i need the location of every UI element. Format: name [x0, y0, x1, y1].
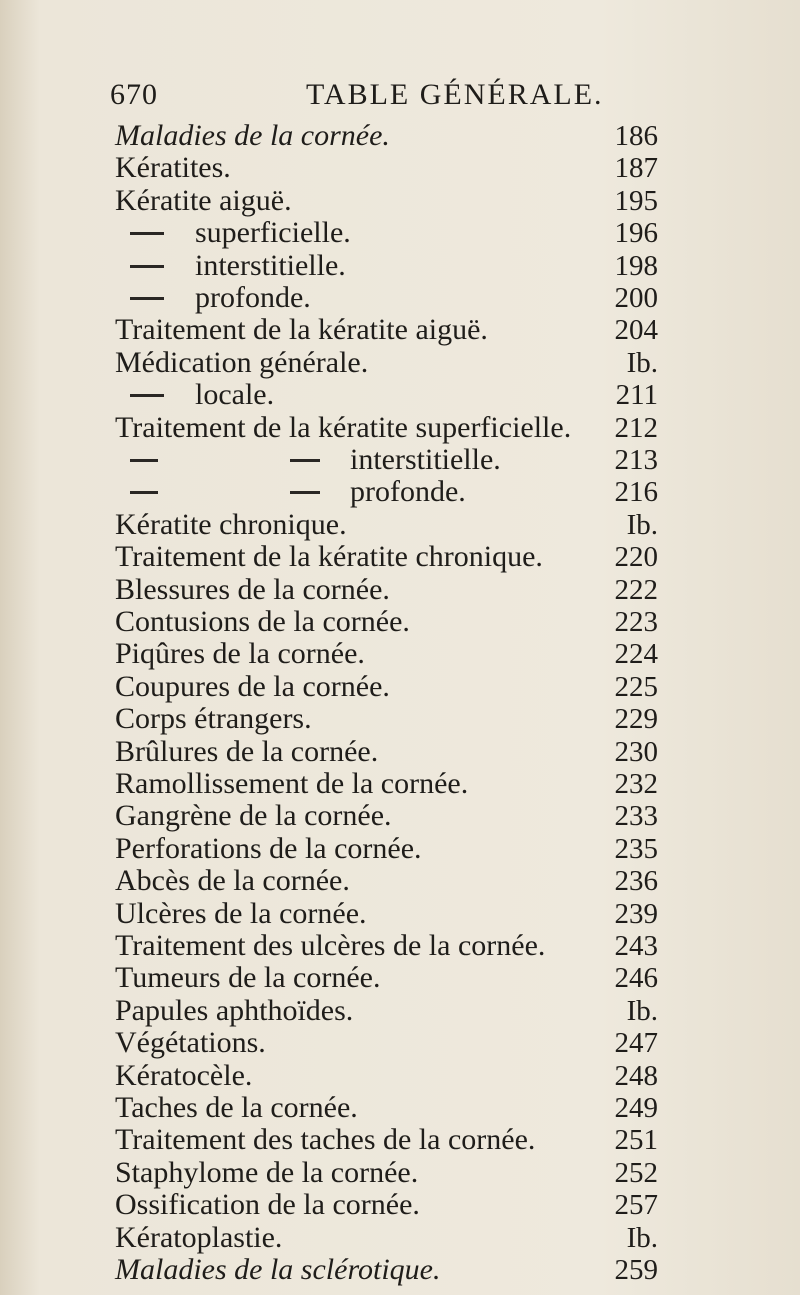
- entry-label: profonde.: [350, 475, 466, 509]
- entry-page-number: 239: [614, 897, 658, 930]
- entry-page-number: 195: [614, 184, 658, 217]
- entry-page-number: 235: [614, 832, 658, 865]
- entry-label: Ossification de la cornée.: [115, 1188, 420, 1222]
- entry-page-number: 200: [614, 282, 658, 314]
- entry-label: Kératoplastie.: [115, 1220, 283, 1254]
- entry-label: Blessures de la cornée.: [115, 572, 390, 606]
- ditto-dash: [290, 491, 320, 494]
- entry-page-number: Ib.: [626, 346, 658, 379]
- index-entry: [0, 1252, 800, 1290]
- entry-label: Kératite chronique.: [115, 507, 347, 541]
- entry-label: Taches de la cornée.: [115, 1091, 358, 1124]
- entry-label: Kératites.: [115, 151, 231, 185]
- entry-label: Maladies de la sclérotique.: [115, 1253, 441, 1286]
- entry-page-number: 212: [614, 411, 658, 444]
- entry-label: Corps étrangers.: [115, 702, 312, 736]
- page-number: 670: [110, 78, 158, 111]
- entry-page-number: 247: [614, 1027, 658, 1060]
- ditto-dash: [130, 232, 164, 235]
- entry-page-number: 246: [614, 962, 658, 995]
- entry-page-number: 229: [614, 703, 658, 736]
- entry-page-number: 249: [614, 1092, 658, 1124]
- entry-label: Perforations de la cornée.: [115, 831, 422, 865]
- entry-page-number: 252: [614, 1156, 658, 1189]
- entry-label: Médication générale.: [115, 345, 369, 379]
- entry-page-number: 186: [614, 120, 658, 152]
- entry-label: locale.: [195, 378, 275, 412]
- entry-label: Ramollissement de la cornée.: [115, 767, 469, 800]
- entry-label: Gangrène de la cornée.: [115, 799, 392, 833]
- entry-page-number: 204: [614, 314, 658, 347]
- entry-label: Traitement de la kératite chronique.: [115, 540, 543, 574]
- entry-page-number: 248: [614, 1059, 658, 1092]
- entry-label: Traitement des ulcères de la cornée.: [115, 929, 546, 962]
- entry-page-number: Ib.: [626, 1221, 658, 1254]
- entry-page-number: 257: [614, 1189, 658, 1222]
- entry-label: Ulcères de la cornée.: [115, 896, 367, 930]
- entry-label: interstitielle.: [350, 443, 501, 476]
- ditto-dash: [130, 491, 158, 494]
- entry-label: Traitement de la kératite superficielle.: [115, 410, 572, 444]
- entry-page-number: 230: [614, 735, 658, 768]
- entry-page-number: 225: [614, 670, 658, 703]
- entry-page-number: 259: [614, 1254, 658, 1286]
- entry-label: Végétations.: [115, 1026, 266, 1060]
- ditto-dash: [130, 265, 164, 268]
- entry-label: Coupures de la cornée.: [115, 669, 390, 703]
- entry-label: Contusions de la cornée.: [115, 605, 410, 638]
- entry-page-number: 243: [614, 930, 658, 962]
- entry-page-number: 232: [614, 768, 658, 800]
- entry-page-number: 220: [614, 541, 658, 574]
- entry-label: Tumeurs de la cornée.: [115, 961, 381, 995]
- entry-label: Abcès de la cornée.: [115, 864, 350, 898]
- entry-label: Traitement des taches de la cornée.: [115, 1123, 536, 1157]
- entry-page-number: 236: [614, 865, 658, 898]
- ditto-dash: [130, 394, 164, 397]
- entry-label: superficielle.: [195, 216, 351, 250]
- entry-label: Traitement de la kératite aiguë.: [115, 313, 488, 347]
- entry-page-number: 198: [614, 249, 658, 282]
- entry-label: Maladies de la cornée.: [115, 119, 390, 152]
- entry-page-number: 211: [615, 379, 658, 412]
- entry-label: interstitielle.: [195, 248, 346, 282]
- entry-label: Kératite aiguë.: [115, 183, 292, 217]
- entry-page-number: 196: [614, 217, 658, 250]
- entry-label: Brûlures de la cornée.: [115, 734, 379, 768]
- running-title: TABLE GÉNÉRALE.: [306, 78, 604, 111]
- entry-page-number: 222: [614, 573, 658, 606]
- ditto-dash: [130, 459, 158, 462]
- entry-page-number: 251: [614, 1124, 658, 1157]
- entry-label: profonde.: [195, 281, 311, 314]
- entry-page-number: Ib.: [626, 994, 658, 1027]
- entry-label: Staphylome de la cornée.: [115, 1155, 419, 1189]
- entry-page-number: 216: [614, 476, 658, 509]
- entry-page-number: 223: [614, 606, 658, 638]
- entry-page-number: 187: [614, 152, 658, 185]
- entry-label: Papules aphthoïdes.: [115, 993, 354, 1027]
- entry-label: Kératocèle.: [115, 1058, 253, 1092]
- ditto-dash: [130, 297, 164, 300]
- entry-page-number: 233: [614, 800, 658, 833]
- entry-page-number: 213: [614, 444, 658, 476]
- entry-page-number: 224: [614, 638, 658, 671]
- entry-page-number: Ib.: [626, 508, 658, 541]
- entry-label: Piqûres de la cornée.: [115, 637, 365, 671]
- ditto-dash: [290, 459, 320, 462]
